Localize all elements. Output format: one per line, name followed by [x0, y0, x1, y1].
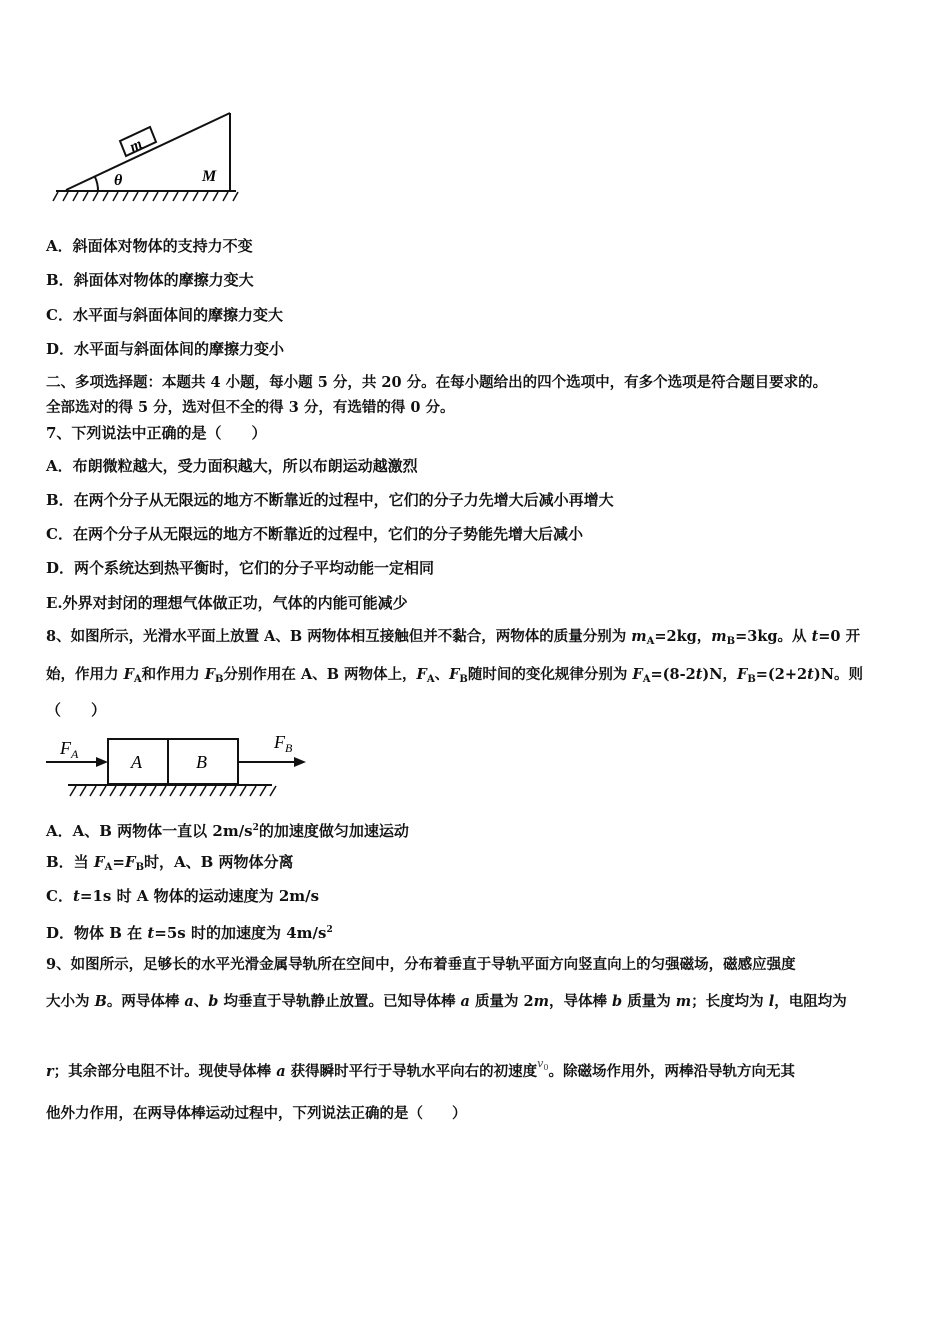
blocks-figure — [42, 732, 322, 802]
q8-option-a: A．A、B 两物体一直以 $2m/s^2$的加速度做匀加速运动 — [46, 822, 409, 840]
block-label: m — [127, 136, 145, 156]
incline-label: M — [202, 168, 217, 185]
q6-option-a: A．斜面体对物体的支持力不变 — [46, 237, 253, 255]
q8-option-d: D．物体 B 在 t=5s 时的加速度为 $4m/s^2$ — [46, 924, 333, 942]
force-fb-label: $F_B$ — [274, 732, 293, 755]
q8-option-b: B．当 $F_A=F_B$时，A、B 两物体分离 — [46, 853, 294, 873]
q7-option-d: D．两个系统达到热平衡时，它们的分子平均动能一定相同 — [46, 559, 435, 577]
q9-stem-line4: 他外力作用，在两导体棒运动过程中，下列说法正确的是（ ） — [46, 1105, 467, 1122]
q6-option-b: B．斜面体对物体的摩擦力变大 — [46, 271, 254, 289]
q7-option-c: C．在两个分子从无限远的地方不断靠近的过程中，它们的分子势能先增大后减小 — [46, 525, 583, 543]
q8-option-c: C．t=1s 时 A 物体的运动速度为 2m/s — [46, 887, 320, 905]
q8-stem-line1: 8、如图所示，光滑水平面上放置 A、B 两物体相互接触但并不黏合，两物体的质量分别为 $m_A=2kg$，$m_B=3kg$。从 t=0 开 — [46, 628, 861, 647]
q8-answer-bracket: （ ） — [46, 701, 107, 719]
q7-stem: 7、下列说法中正确的是（ ） — [46, 424, 267, 442]
force-fa-label: $F_A$ — [60, 738, 79, 761]
section2-heading-line1: 二、多项选择题：本题共 4 小题，每小题 5 分，共 20 分。在每小题给出的四个选项中，有多个选项是符合题目要求的。 — [46, 374, 828, 391]
q7-option-a: A．布朗微粒越大，受力面积越大，所以布朗运动越激烈 — [46, 457, 418, 475]
q8-stem-line2: 始，作用力 $F_A$和作用力 $F_B$分别作用在 A、B 两物体上，$F_A$、$F_B$随时间的变化规律分别为 $F_A=(8-2t)N$，$F_B=(2+2t)N$。则 — [46, 666, 863, 685]
angle-label: θ — [114, 172, 123, 189]
q7-option-e: E.外界对封闭的理想气体做正功，气体的内能可能减少 — [46, 594, 408, 612]
q9-stem-line2: 大小为 B。两导体棒 a、b 均垂直于导轨静止放置。已知导体棒 a 质量为 2m，导体棒 b 质量为 m；长度均为 l，电阻均为 — [46, 993, 847, 1010]
block-a-label: A — [131, 752, 142, 772]
q7-option-b: B．在两个分子从无限远的地方不断靠近的过程中，它们的分子力先增大后减小再增大 — [46, 491, 614, 509]
q9-stem-line1: 9、如图所示，足够长的水平光滑金属导轨所在空间中，分布着垂直于导轨平面方向竖直向上的匀强磁场，磁感应强度 — [46, 956, 796, 973]
incline-figure — [50, 105, 245, 210]
block-b-label: B — [196, 752, 207, 772]
q6-option-c: C．水平面与斜面体间的摩擦力变大 — [46, 306, 283, 324]
section2-heading-line2: 全部选对的得 5 分，选对但不全的得 3 分，有选错的得 0 分。 — [46, 399, 455, 416]
q6-option-d: D．水平面与斜面体间的摩擦力变小 — [46, 340, 285, 358]
q9-stem-line3: r；其余部分电阻不计。现使导体棒 a 获得瞬时平行于导轨水平向右的初速度$^{v_0}$。除磁场作用外，两棒沿导轨方向无其 — [46, 1057, 795, 1080]
